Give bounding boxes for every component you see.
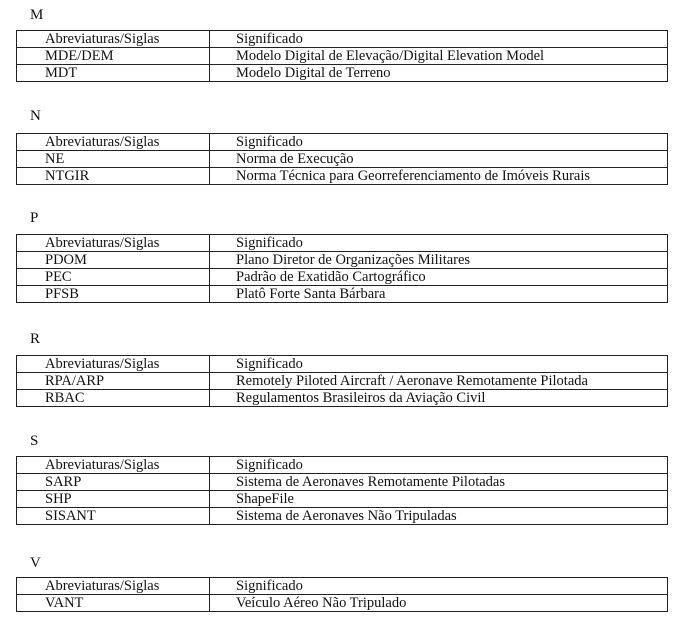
abbrev-cell: SHP [17,491,210,508]
meaning-cell: Modelo Digital de Elevação/Digital Elevation Model [210,48,668,65]
table-header-row [17,235,668,252]
meaning-cell: Modelo Digital de Terreno [210,65,668,82]
meaning-cell: Norma Técnica para Georreferenciamento de Imóveis Rurais [210,168,668,185]
header-abbrev: Abreviaturas/Siglas [17,578,210,595]
header-abbrev: Abreviaturas/Siglas [17,31,210,48]
header-meaning: Significado [210,134,668,151]
meaning-cell: ShapeFile [210,491,668,508]
meaning-cell: Plano Diretor de Organizações Militares [210,252,668,269]
section-letter: R [30,331,41,347]
table-row [17,491,668,508]
abbreviation-table [16,30,668,82]
section-letter: N [30,108,41,124]
table-row [17,65,668,82]
abbreviation-table [16,456,668,525]
abbrev-cell: SISANT [17,508,210,525]
meaning-cell: Veículo Aéreo Não Tripulado [210,595,668,612]
header-meaning: Significado [210,356,668,373]
abbrev-cell: SARP [17,474,210,491]
abbrev-cell: MDT [17,65,210,82]
table-row [17,373,668,390]
header-meaning: Significado [210,457,668,474]
table-row [17,151,668,168]
table-header-row [17,578,668,595]
section-letter: V [30,555,41,571]
table-row [17,286,668,303]
meaning-cell: Sistema de Aeronaves Não Tripuladas [210,508,668,525]
table-header-row [17,31,668,48]
abbrev-cell: RBAC [17,390,210,407]
table-row [17,474,668,491]
abbreviation-table [16,355,668,407]
meaning-cell: Regulamentos Brasileiros da Aviação Civil [210,390,668,407]
header-meaning: Significado [210,31,668,48]
table-header-row [17,356,668,373]
table-row [17,168,668,185]
abbrev-cell: RPA/ARP [17,373,210,390]
abbrev-cell: PEC [17,269,210,286]
abbreviation-table [16,234,668,303]
abbrev-cell: PDOM [17,252,210,269]
section-letter: P [30,210,39,226]
header-meaning: Significado [210,578,668,595]
abbrev-cell: VANT [17,595,210,612]
abbrev-cell: NTGIR [17,168,210,185]
abbreviation-table [16,133,668,185]
meaning-cell: Platô Forte Santa Bárbara [210,286,668,303]
table-row [17,269,668,286]
header-abbrev: Abreviaturas/Siglas [17,235,210,252]
abbrev-cell: PFSB [17,286,210,303]
section-letter: M [30,7,44,23]
header-meaning: Significado [210,235,668,252]
abbrev-cell: NE [17,151,210,168]
table-header-row [17,134,668,151]
table-header-row [17,457,668,474]
header-abbrev: Abreviaturas/Siglas [17,356,210,373]
table-row [17,390,668,407]
meaning-cell: Norma de Execução [210,151,668,168]
table-row [17,48,668,65]
table-row [17,508,668,525]
section-letter: S [30,433,39,449]
meaning-cell: Sistema de Aeronaves Remotamente Pilotadas [210,474,668,491]
meaning-cell: Padrão de Exatidão Cartográfico [210,269,668,286]
abbreviation-table [16,577,668,612]
abbrev-cell: MDE/DEM [17,48,210,65]
header-abbrev: Abreviaturas/Siglas [17,134,210,151]
table-row [17,595,668,612]
table-row [17,252,668,269]
header-abbrev: Abreviaturas/Siglas [17,457,210,474]
meaning-cell: Remotely Piloted Aircraft / Aeronave Remotamente Pilotada [210,373,668,390]
